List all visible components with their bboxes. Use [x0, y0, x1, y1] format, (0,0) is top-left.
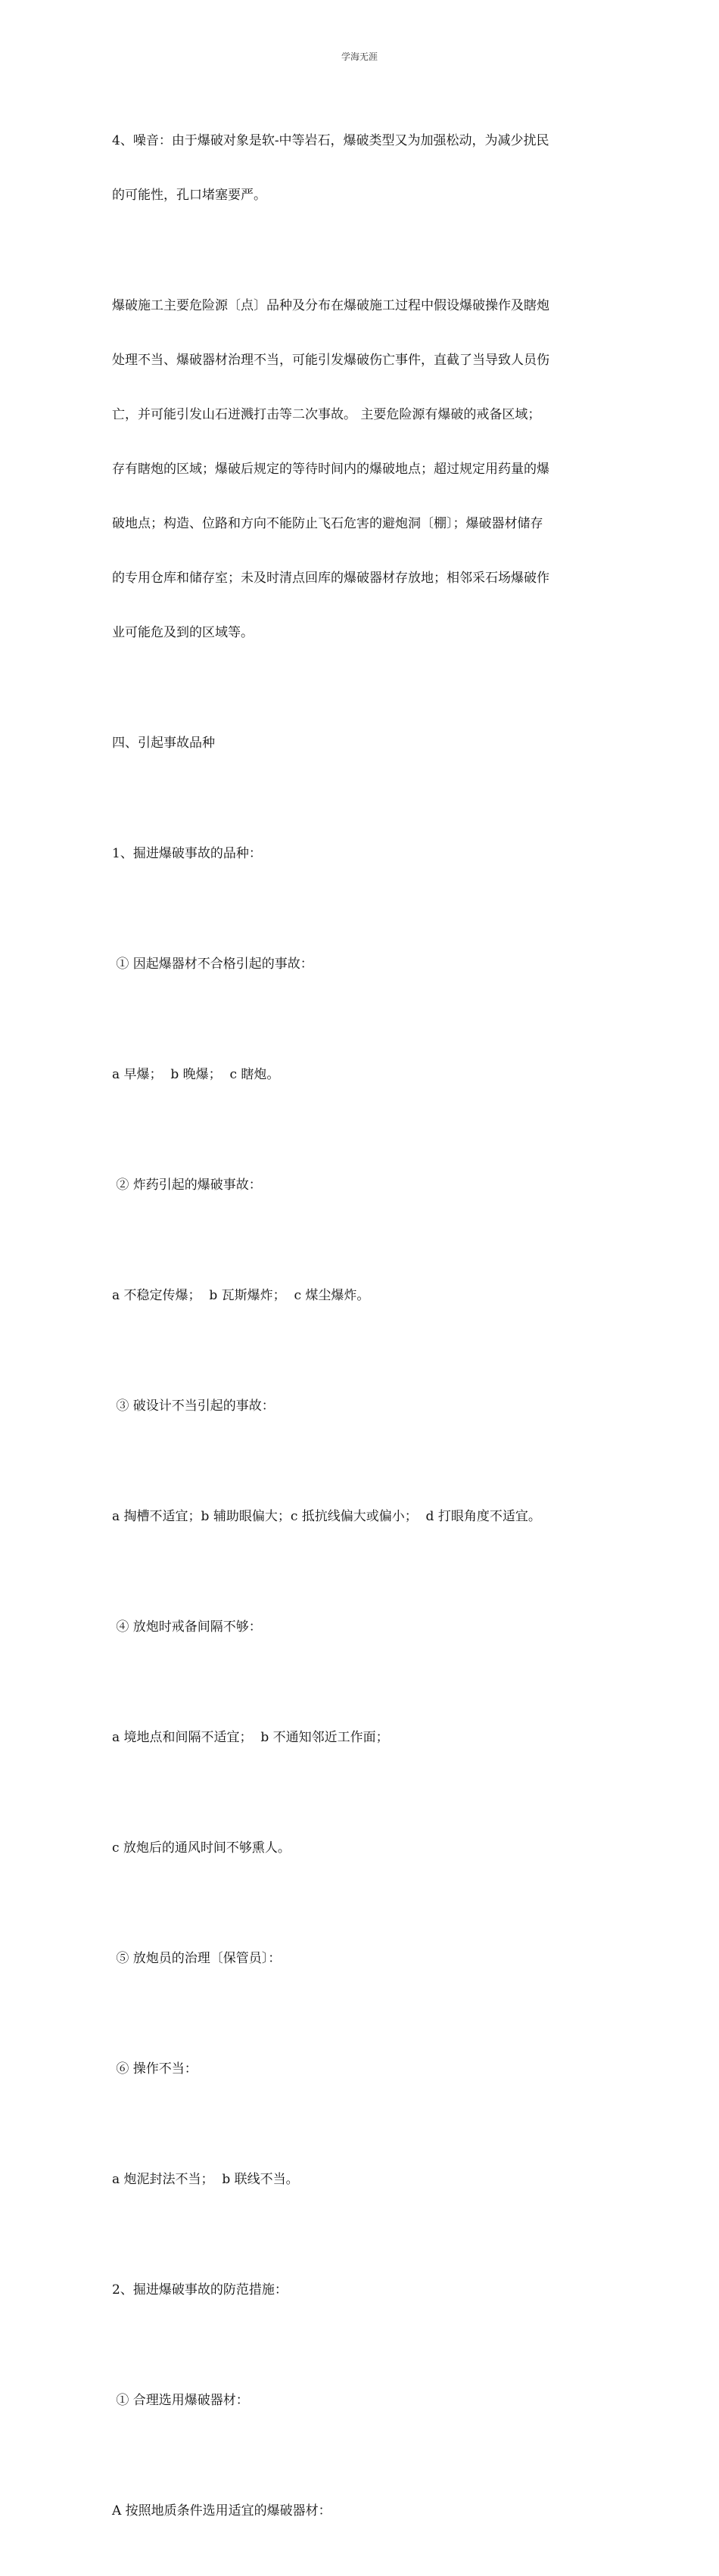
text-line: a 炮泥封法不当； b 联线不当。 [112, 2172, 299, 2187]
subsection-heading [112, 808, 607, 899]
text-line: 的可能性，孔口堵塞要严。 [112, 188, 266, 203]
list-item [112, 2134, 607, 2225]
text-line: a 早爆； b 晚爆； c 瞎炮。 [112, 1067, 280, 1082]
text-line: ② 炸药引起的爆破事故： [112, 1178, 262, 1193]
document-body [112, 95, 607, 2576]
list-item [112, 1582, 607, 1672]
list-item [112, 1029, 607, 1120]
text-line: 四、引起事故品种 [112, 736, 215, 751]
text-line: c 放炮后的通风时间不够熏人。 [112, 1840, 291, 1856]
text-line: ③ 破设计不当引起的事故： [112, 1398, 275, 1414]
text-line: 2、掘进爆破事故的防范措施： [112, 2282, 288, 2298]
text-line: a 境地点和间隔不适宜； b 不通知邻近工作面； [112, 1730, 389, 1745]
page-header: 学海无涯 [341, 51, 378, 62]
text-line: a 不稳定传爆； b 瓦斯爆炸； c 煤尘爆炸。 [112, 1288, 370, 1303]
list-item [112, 1361, 607, 1451]
text-line: 1、掘进爆破事故的品种： [112, 846, 262, 861]
subsection-heading [112, 2245, 607, 2335]
section-heading [112, 698, 607, 789]
list-item [112, 1913, 607, 2004]
text-line: 爆破施工主要危险源〔点〕品种及分布在爆破施工过程中假设爆破操作及瞎炮 [112, 298, 549, 313]
text-line: ⑤ 放炮员的治理〔保管员〕： [112, 1951, 282, 1966]
paragraph-hazard-sources [112, 260, 607, 678]
text-line: A 按照地质条件选用适宜的爆破器材： [112, 2503, 331, 2518]
list-item [112, 1140, 607, 1230]
text-line: 处理不当、爆破器材治理不当，可能引发爆破伤亡事件，直截了当导致人员伤 [112, 353, 549, 368]
text-line: ⑥ 操作不当： [112, 2061, 198, 2077]
list-item [112, 2466, 607, 2556]
text-line: 4、噪音：由于爆破对象是软-中等岩石，爆破类型又为加强松动，为减少扰民 [112, 133, 549, 148]
text-line: ① 合理选用爆破器材： [112, 2393, 249, 2408]
list-item [112, 1803, 607, 1893]
text-line: a 掏槽不适宜；b 辅助眼偏大；c 抵抗线偏大或偏小； d 打眼角度不适宜。 [112, 1509, 541, 1524]
list-item [112, 1692, 607, 1783]
text-line: 亡，并可能引发山石迸溅打击等二次事故。 主要危险源有爆破的戒备区域； [112, 407, 541, 422]
list-item [112, 919, 607, 1010]
list-item [112, 2024, 607, 2114]
text-line: ④ 放炮时戒备间隔不够： [112, 1619, 262, 1635]
text-line: ① 因起爆器材不合格引起的事故： [112, 957, 313, 972]
text-line: 存有瞎炮的区域；爆破后规定的等待时间内的爆破地点；超过规定用药量的爆 [112, 462, 549, 477]
text-line: 的专用仓库和储存室；未及时清点回库的爆破器材存放地；相邻采石场爆破作 [112, 571, 549, 586]
list-item [112, 2355, 607, 2446]
paragraph-noise [112, 95, 607, 241]
list-item [112, 1250, 607, 1341]
text-line: 破地点；构造、位路和方向不能防止飞石危害的避炮洞〔棚〕；爆破器材储存 [112, 516, 543, 531]
list-item [112, 1471, 607, 1562]
text-line: 业可能危及到的区域等。 [112, 625, 254, 640]
